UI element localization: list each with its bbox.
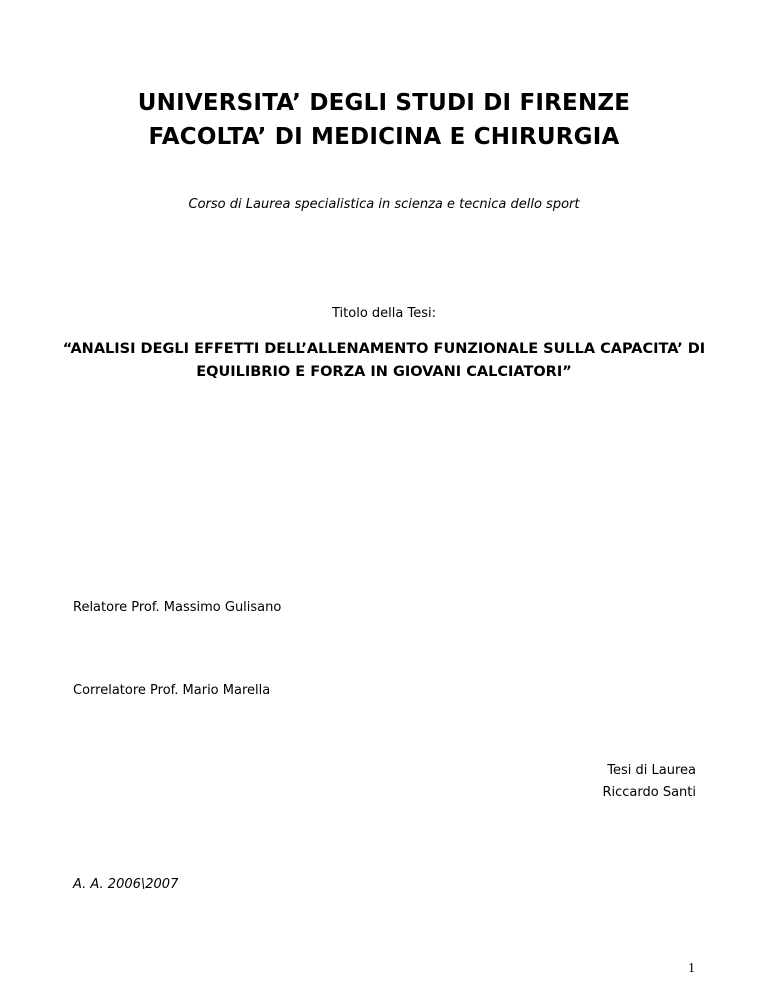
author-name: Riccardo Santi: [602, 785, 696, 800]
thesis-title: “ANALISI DEGLI EFFETTI DELL’ALLENAMENTO FUNZIONALE SULLA CAPACITA’ DI EQUILIBRIO E FORZA IN GIOVANI CALCIATORI”: [62, 341, 706, 380]
correlatore: Correlatore Prof. Mario Marella: [73, 683, 271, 698]
author-block: [602, 760, 696, 804]
thesis-type: Tesi di Laurea: [607, 763, 696, 778]
university-name: UNIVERSITA’ DEGLI STUDI DI FIRENZE: [137, 90, 631, 116]
thesis-title-label: Titolo della Tesi:: [332, 306, 436, 321]
course-name: Corso di Laurea specialistica in scienza e tecnica dello sport: [188, 197, 580, 212]
academic-year: A. A. 2006\2007: [73, 877, 179, 892]
faculty-name: FACOLTA’ DI MEDICINA E CHIRURGIA: [148, 124, 620, 150]
page-number: 1: [688, 961, 695, 976]
relatore: Relatore Prof. Massimo Gulisano: [73, 600, 282, 615]
